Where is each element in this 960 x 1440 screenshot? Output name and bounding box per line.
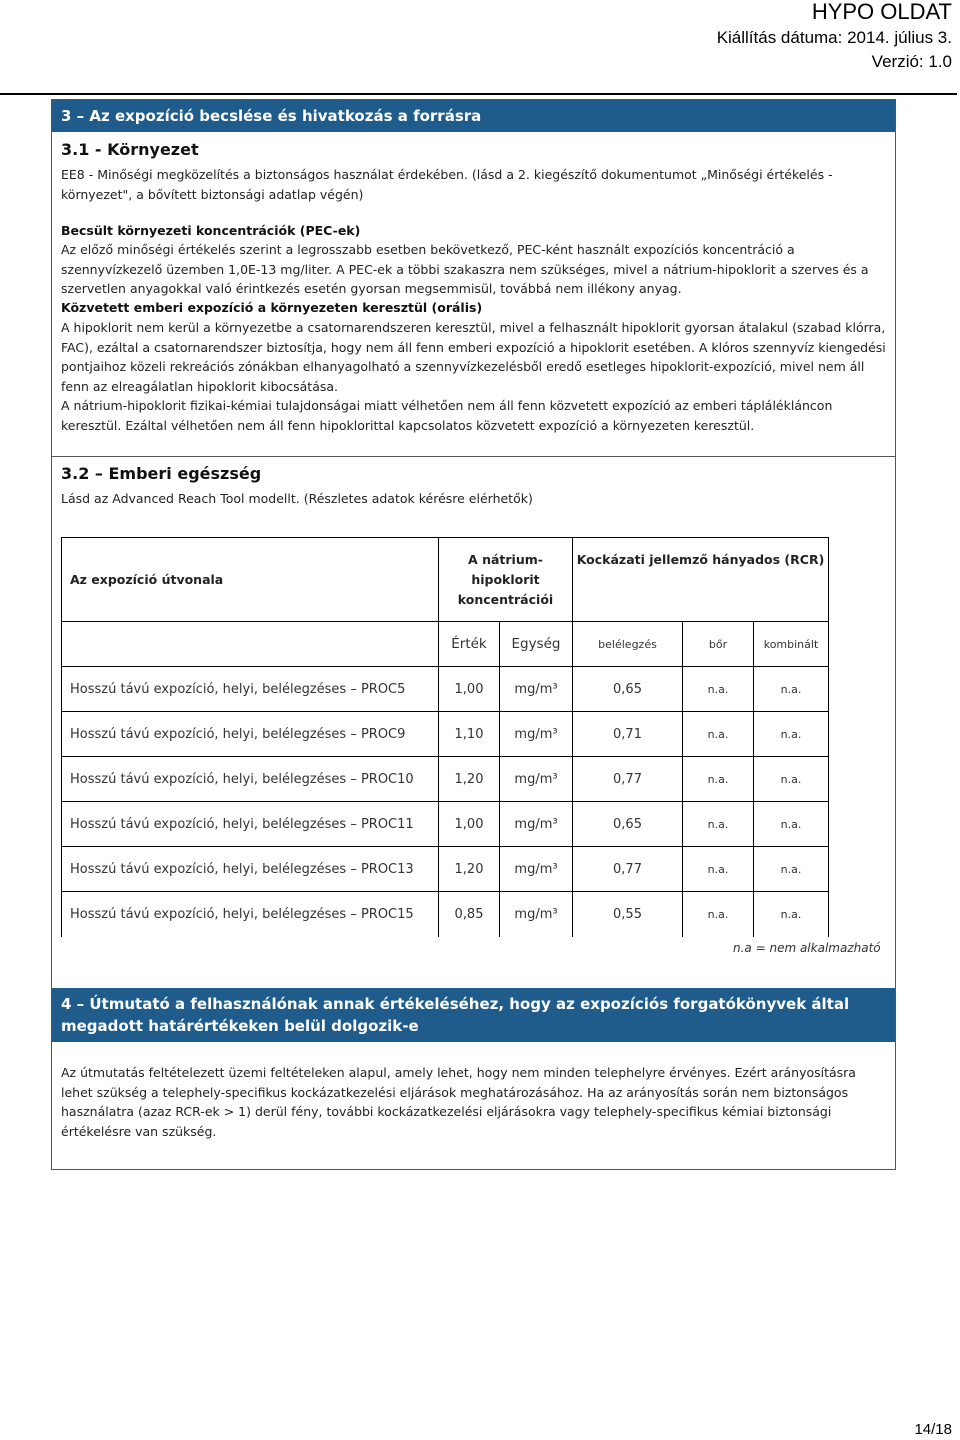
subheader-value: Érték bbox=[439, 622, 500, 667]
col-header-concentration: A nátrium-hipoklorit koncentrációi bbox=[439, 538, 573, 622]
table-footnote: n.a = nem alkalmazható bbox=[733, 941, 881, 955]
table-row bbox=[62, 892, 829, 937]
route-cell: Hosszú távú expozíció, helyi, belélegzéses – PROC11 bbox=[62, 802, 439, 847]
combined-rcr-cell: n.a. bbox=[754, 847, 829, 892]
value-cell: 0,85 bbox=[439, 892, 500, 937]
value-cell: 1,10 bbox=[439, 712, 500, 757]
combined-rcr-cell: n.a. bbox=[754, 757, 829, 802]
section-3-2-title: 3.2 – Emberi egészség bbox=[61, 464, 262, 483]
unit-cell: mg/m³ bbox=[500, 802, 573, 847]
col-header-rcr: Kockázati jellemző hányados (RCR) bbox=[573, 538, 829, 622]
skin-rcr-cell: n.a. bbox=[683, 892, 754, 937]
unit-cell: mg/m³ bbox=[500, 667, 573, 712]
col-header-route: Az expozíció útvonala bbox=[62, 538, 439, 622]
indirect-exposure-text-1: A hipoklorit nem kerül a környezetbe a csatornarendszeren keresztül, mivel a felhasznált hipoklorit gyorsan átalakul (szabad klórra, FAC), ezáltal a csatornarendszer biztosítja, hogy nem áll fenn emberi expozíció a hipoklorit esetében. A klóros szennyvíz kiengedési pontjaihoz közeli rekreációs zónákban elhanyagolható a szennyvízkezelésből eredő esetleges hipoklorit-expozíció, mivel nem áll fenn az elreagálatlan hipoklorit kibocsátása. bbox=[61, 320, 886, 394]
section-3-heading: 3 – Az expozíció becslése és hivatkozás a forrásra bbox=[52, 100, 895, 132]
section-4-text: Az útmutatás feltételezett üzemi feltételeken alapul, amely lehet, hogy nem minden telephelyre érvényes. Ezért arányosításra lehet szükség a telephely-specifikus kockázatkezelési eljárások meghatározásához. Ha az arányosítás során nem biztonságos használatra (azaz RCR-ek > 1) derül fény, további kockázatkezelési eljárásokra vagy telephely-specifikus kémiai biztonsági értékelésre van szükség. bbox=[61, 1065, 856, 1139]
table-row bbox=[62, 712, 829, 757]
section-3-1-title: 3.1 - Környezet bbox=[61, 140, 199, 159]
subheader-skin: bőr bbox=[683, 622, 754, 667]
version: Verzió: 1.0 bbox=[871, 52, 952, 71]
value-cell: 1,20 bbox=[439, 757, 500, 802]
unit-cell: mg/m³ bbox=[500, 847, 573, 892]
value-cell: 1,20 bbox=[439, 847, 500, 892]
inhalation-rcr-cell: 0,77 bbox=[573, 757, 683, 802]
table-row bbox=[62, 847, 829, 892]
document-title: HYPO OLDAT bbox=[811, 0, 952, 24]
route-cell: Hosszú távú expozíció, helyi, belélegzéses – PROC15 bbox=[62, 892, 439, 937]
inhalation-rcr-cell: 0,65 bbox=[573, 802, 683, 847]
indirect-exposure-text-2: A nátrium-hipoklorit fizikai-kémiai tulajdonságai miatt vélhetően nem áll fenn közvetett expozíció az emberi táplálékláncon keresztül. Ezáltal vélhetően nem áll fenn hipoklorittal kapcsolatos közvetett expozíció a környezeten keresztül. bbox=[61, 398, 833, 433]
skin-rcr-cell: n.a. bbox=[683, 757, 754, 802]
section-divider bbox=[52, 456, 895, 457]
pec-text: Az előző minőségi értékelés szerint a legrosszabb esetben bekövetkező, PEC-ként használt expozíciós koncentráció a szennyvízkezelő üzemben 1,0E-13 mg/liter. A PEC-ek a többi szakaszra nem szükséges, mivel a nátrium-hipoklorit a szerves és a szervetlen anyagokkal való érintkezés esetén gyorsan megsemmisül, továbbá nem illékony anyag. bbox=[61, 242, 869, 296]
section-3-2-intro: Lásd az Advanced Reach Tool modellt. (Részletes adatok kérésre elérhetők) bbox=[61, 491, 533, 506]
unit-cell: mg/m³ bbox=[500, 892, 573, 937]
inhalation-rcr-cell: 0,65 bbox=[573, 667, 683, 712]
combined-rcr-cell: n.a. bbox=[754, 712, 829, 757]
skin-rcr-cell: n.a. bbox=[683, 802, 754, 847]
route-cell: Hosszú távú expozíció, helyi, belélegzéses – PROC10 bbox=[62, 757, 439, 802]
section-3-1-intro: EE8 - Minőségi megközelítés a biztonságos használat érdekében. (lásd a 2. kiegészítő dokumentumot „Minőségi értékelés - környezet", a bővített biztonsági adatlap végén) bbox=[61, 167, 833, 202]
value-cell: 1,00 bbox=[439, 802, 500, 847]
issue-date: Kiállítás dátuma: 2014. július 3. bbox=[716, 28, 952, 47]
subheader-unit: Egység bbox=[500, 622, 573, 667]
rcr-table bbox=[61, 537, 829, 937]
combined-rcr-cell: n.a. bbox=[754, 667, 829, 712]
section-4-heading: 4 – Útmutató a felhasználónak annak értékeléséhez, hogy az expozíciós forgatókönyvek által megadott határértékeken belül dolgozik-e bbox=[52, 988, 895, 1042]
route-cell: Hosszú távú expozíció, helyi, belélegzéses – PROC9 bbox=[62, 712, 439, 757]
subheader-inhalation: belélegzés bbox=[573, 622, 683, 667]
skin-rcr-cell: n.a. bbox=[683, 712, 754, 757]
skin-rcr-cell: n.a. bbox=[683, 667, 754, 712]
pec-title: Becsült környezeti koncentrációk (PEC-ek) bbox=[61, 223, 361, 238]
empty-cell bbox=[62, 622, 439, 667]
table-row bbox=[62, 757, 829, 802]
inhalation-rcr-cell: 0,77 bbox=[573, 847, 683, 892]
combined-rcr-cell: n.a. bbox=[754, 802, 829, 847]
unit-cell: mg/m³ bbox=[500, 712, 573, 757]
inhalation-rcr-cell: 0,55 bbox=[573, 892, 683, 937]
route-cell: Hosszú távú expozíció, helyi, belélegzéses – PROC5 bbox=[62, 667, 439, 712]
table-row bbox=[62, 802, 829, 847]
unit-cell: mg/m³ bbox=[500, 757, 573, 802]
value-cell: 1,00 bbox=[439, 667, 500, 712]
header-divider bbox=[0, 93, 957, 95]
combined-rcr-cell: n.a. bbox=[754, 892, 829, 937]
skin-rcr-cell: n.a. bbox=[683, 847, 754, 892]
inhalation-rcr-cell: 0,71 bbox=[573, 712, 683, 757]
indirect-exposure-title: Közvetett emberi expozíció a környezeten keresztül (orális) bbox=[61, 300, 483, 315]
table-row bbox=[62, 667, 829, 712]
page-number: 14/18 bbox=[914, 1421, 952, 1438]
subheader-combined: kombinált bbox=[754, 622, 829, 667]
route-cell: Hosszú távú expozíció, helyi, belélegzéses – PROC13 bbox=[62, 847, 439, 892]
